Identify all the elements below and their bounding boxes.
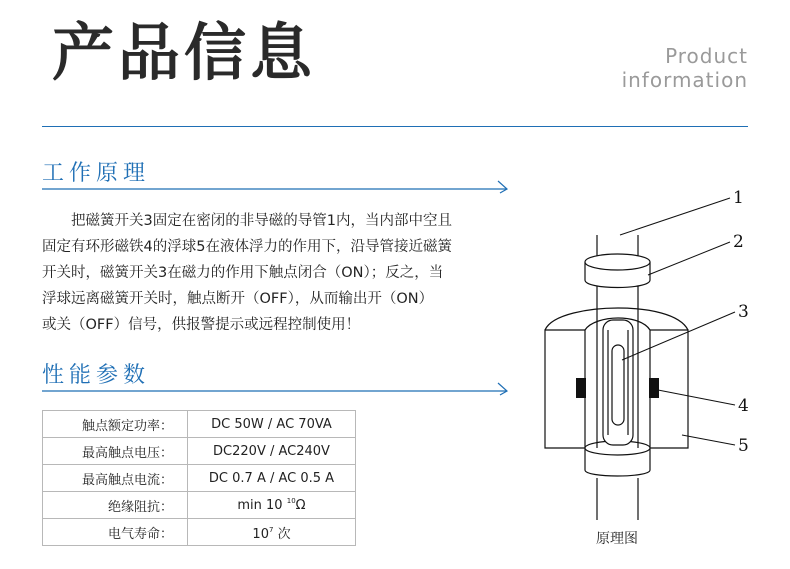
principle-line: 把磁簧开关3固定在密闭的非导磁的导管1内，当内部中空且 [71,213,452,229]
table-row [43,492,356,519]
page-title: 产品信息 [52,16,317,89]
table-row [43,519,356,546]
spec-value: DC 0.7 A / AC 0.5 A [188,465,356,492]
spec-value: DC220V / AC240V [188,438,356,465]
subtitle-line-2: information [621,68,748,92]
spec-value [188,492,356,519]
float-switch-diagram [530,180,780,520]
table-row [43,465,356,492]
spec-label: 绝缘阻抗： [43,492,188,519]
subtitle-line-1: Product [665,44,748,68]
header-divider [42,126,748,127]
spec-value [188,519,356,546]
principle-paragraph [42,208,512,338]
reed-switch [612,345,624,425]
principle-line: 开关时，磁簧开关3在磁力的作用下触点闭合（ON）；反之，当 [42,265,444,281]
ring-top-ellipse [585,254,650,270]
spec-label: 最高触点电压： [43,438,188,465]
spec-value-base: 10 [252,526,269,542]
label-4: 4 [738,396,749,416]
label-2: 2 [733,232,744,252]
principle-line: 或关（OFF）信号，供报警提示或远程控制使用！ [42,317,361,333]
performance-title-underline [42,382,509,396]
label-5: 5 [738,436,749,456]
table-row [43,438,356,465]
principle-line: 固定有环形磁铁4的浮球5在液体浮力的作用下，沿导管接近磁簧 [42,239,452,255]
principle-title-underline [42,180,509,194]
page-subtitle-en [622,44,748,92]
label-1: 1 [733,188,744,208]
magnet-left [576,378,586,398]
spec-label: 触点额定功率： [43,411,188,438]
table-row [43,411,356,438]
leader-5 [682,435,735,445]
diagram-caption: 原理图 [596,531,638,547]
spec-table [42,410,356,546]
spec-value-unit: Ω [295,498,306,513]
spec-label: 最高触点电流： [43,465,188,492]
spec-value-exponent: 7 [268,525,274,534]
spec-value: DC 50W / AC 70VA [188,411,356,438]
principle-line: 浮球远离磁簧开关时，触点断开（OFF），从而输出开（ON） [42,291,434,307]
leader-1 [620,198,730,235]
spec-value-base: min 10 [237,498,283,513]
principle-section-title: 工作原理 [42,161,151,186]
magnet-right [649,378,659,398]
leader-2 [648,242,730,275]
spec-value-exponent: 10 [286,497,296,505]
spec-value-unit: 次 [273,526,291,542]
spec-label: 电气寿命： [43,519,188,546]
performance-section-title: 性能参数 [42,363,151,388]
label-3: 3 [738,302,749,322]
